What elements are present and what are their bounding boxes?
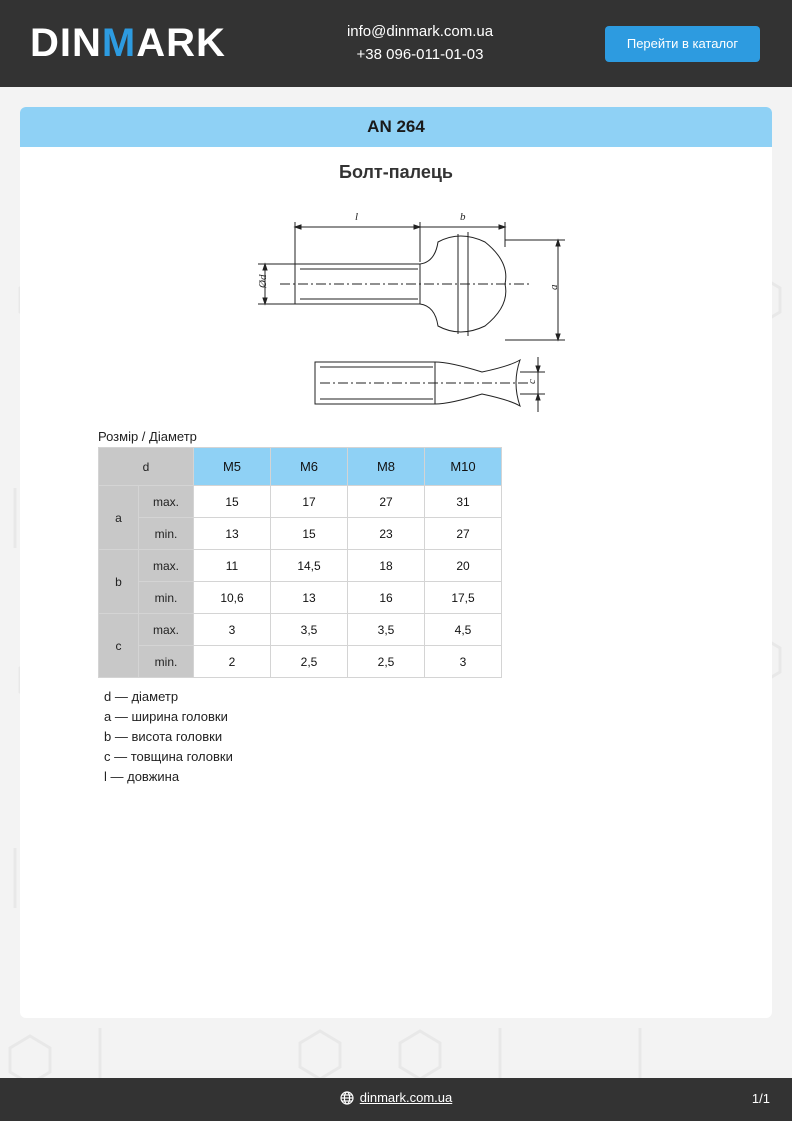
value-cell: 13 (271, 582, 348, 614)
contacts (300, 20, 540, 66)
table-row (99, 614, 502, 646)
table-header-row (99, 448, 502, 486)
globe-icon (340, 1091, 354, 1105)
logo-text-right: ARK (136, 21, 226, 65)
product-card (20, 107, 772, 1018)
product-title: Болт-палець (339, 162, 453, 182)
email-link[interactable]: info@dinmark.com.ua (346, 23, 494, 40)
table-row (99, 486, 502, 518)
logo-text-left: DIN (30, 21, 102, 65)
label-a: a (548, 284, 560, 290)
table-row (99, 550, 502, 582)
value-cell: 15 (194, 486, 271, 518)
value-cell: 27 (425, 518, 502, 550)
size-header: M8 (348, 448, 425, 486)
site-header (0, 0, 792, 87)
label-d: Ød (257, 274, 269, 288)
value-cell: 17,5 (425, 582, 502, 614)
corner-cell: d (99, 448, 194, 486)
value-cell: 15 (271, 518, 348, 550)
table-caption: Розмір / Діаметр (98, 429, 197, 444)
size-header: M5 (194, 448, 271, 486)
value-cell: 13 (194, 518, 271, 550)
value-cell: 3,5 (348, 614, 425, 646)
value-cell: 16 (348, 582, 425, 614)
kind-cell: max. (139, 614, 194, 646)
value-cell: 3,5 (271, 614, 348, 646)
legend-item: b — висота головки (104, 729, 223, 744)
label-b: b (460, 211, 466, 223)
legend (104, 687, 233, 787)
value-cell: 3 (425, 646, 502, 678)
label-c: c (526, 379, 538, 384)
value-cell: 10,6 (194, 582, 271, 614)
param-cell: a (99, 486, 139, 550)
value-cell: 2,5 (348, 646, 425, 678)
value-cell: 4,5 (425, 614, 502, 646)
size-header: M6 (271, 448, 348, 486)
label-l: l (355, 211, 359, 223)
value-cell: 20 (425, 550, 502, 582)
value-cell: 27 (348, 486, 425, 518)
value-cell: 14,5 (271, 550, 348, 582)
logo-mark: M (101, 21, 137, 65)
legend-item: c — товщина головки (104, 749, 233, 764)
value-cell: 17 (271, 486, 348, 518)
phone-link[interactable]: +38 096-011-01-03 (356, 46, 484, 63)
table-row (99, 646, 502, 678)
standard-title: AN 264 (20, 107, 772, 147)
site-footer (0, 1078, 792, 1121)
kind-cell: max. (139, 486, 194, 518)
value-cell: 3 (194, 614, 271, 646)
dimensions-table (98, 447, 502, 678)
kind-cell: min. (139, 582, 194, 614)
legend-item: d — діаметр (104, 689, 179, 704)
legend-item: l — довжина (104, 769, 180, 784)
value-cell: 2,5 (271, 646, 348, 678)
kind-cell: min. (139, 646, 194, 678)
param-cell: c (99, 614, 139, 678)
value-cell: 2 (194, 646, 271, 678)
table-row (99, 518, 502, 550)
value-cell: 23 (348, 518, 425, 550)
site-link-text: dinmark.com.ua (359, 1090, 453, 1105)
kind-cell: max. (139, 550, 194, 582)
page-number: 1/1 (751, 1091, 770, 1106)
value-cell: 18 (348, 550, 425, 582)
site-link[interactable] (0, 1090, 792, 1105)
param-cell: b (99, 550, 139, 614)
value-cell: 11 (194, 550, 271, 582)
value-cell: 31 (425, 486, 502, 518)
technical-drawing (220, 202, 570, 417)
kind-cell: min. (139, 518, 194, 550)
table-row (99, 582, 502, 614)
size-header: M10 (425, 448, 502, 486)
catalog-button[interactable]: Перейти в каталог (605, 26, 760, 62)
legend-item: a — ширина головки (104, 709, 228, 724)
dinmark-logo[interactable] (30, 22, 226, 64)
